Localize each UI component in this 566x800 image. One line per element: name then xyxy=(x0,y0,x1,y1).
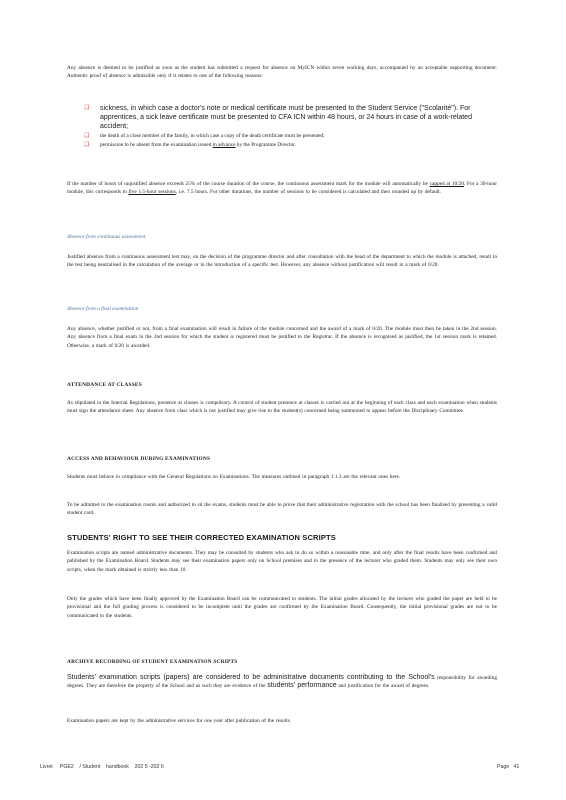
right-to-see-paragraph-1: Examination scripts are named administrative documents. They may be consulted by students who ask to do so within a reasonable time, and only after the final results have been confirmed and published by the Examination Board. Students may see their examination papers only on School premises and in the presence of the lecturer who graded them. Students may only see their own scripts, when the mark obtained is strictly less than 10. xyxy=(67,550,497,573)
footer-item: PGE2 xyxy=(59,764,74,770)
checkbox-bullet-icon: ❑ xyxy=(84,142,90,148)
threshold-paragraph xyxy=(67,180,497,197)
archive-text-end: and justification for the award of degrees. xyxy=(336,683,430,690)
absence-reasons-list xyxy=(84,104,498,149)
checkbox-bullet-icon: ❑ xyxy=(84,133,90,139)
right-to-see-paragraph-2: Only the grades which have been finally approved by the Examination Board can be communicated to students. The initial grades allocated by the lecturer who graded the paper are held to be provisional and the full grading process is considered to be incomplete until the grades are confirmed by the Examination Board. Consequently, the initial provisional grades are not to be communicated to the students. xyxy=(67,596,497,619)
list-item xyxy=(84,104,498,131)
list-item-text: permission to be absent from the examination issued xyxy=(100,142,213,148)
checkbox-bullet-icon: ❑ xyxy=(84,105,90,111)
right-to-see-heading: STUDENTS' RIGHT TO SEE THEIR CORRECTED EXAMINATION SCRIPTS xyxy=(67,533,336,542)
list-item xyxy=(84,132,498,140)
archive-emphasis: students' performance xyxy=(267,682,337,690)
archive-text: responsibility for awarding degrees. They are therefore the property of the School and as such they are evidence of the xyxy=(67,675,497,690)
page-number: 41 xyxy=(513,764,520,770)
attendance-paragraph: As stipulated in the Internal Regulations, presence at classes is compulsory. A control of student presence at classes is carried out at the beginning of each class and each examination when students must sign the attendance sheet. Any absence from class which is not justified may give rise to the student(s) concerned being summoned to appear before the Disciplinary Committee. xyxy=(67,400,497,415)
footer-left xyxy=(40,764,164,770)
footer-item: Livret xyxy=(40,764,53,770)
archive-paragraph-1 xyxy=(67,674,497,691)
final-exam-paragraph: Any absence, whether justified or not, from a final examination will result in failure of the module concerned and the award of a mark of 0/20. The module must then be taken in the 2nd session. Any absence from a final exam in the 2nd session for which the student is registered must be justified to the Registrar. If the absence is recognised as justified, the 1st session mark is retained. Otherwise, a mark of 0/20 is awarded. xyxy=(67,326,497,349)
footer-item: handbook xyxy=(106,764,129,770)
continuous-assessment-heading: Absence from continuous assessment xyxy=(67,234,146,240)
threshold-text-end: , i.e. 7.5 hours. For other durations, the number of sessions to be considered is calculated and then rounded up by default. xyxy=(175,189,441,196)
continuous-assessment-paragraph: Justified absence from a continuous assessment test may, on the decision of the programme director and after consultation with the head of the department to which the module is attached, result in the test being neutralised in the calculation of the average or in the introduction of a specific test. However, any absence without justification will result in a mark of 0/20. xyxy=(67,254,497,269)
archive-paragraph-2: Examination papers are kept by the administrative services for one year after publication of the results. xyxy=(67,718,291,724)
footer-item: / Student xyxy=(79,764,101,770)
footer-item: 202 5 -202 6 xyxy=(134,764,164,770)
underlined-text: in advance xyxy=(212,142,236,148)
threshold-text: If the number of hours of unjustified absence exceeds 25% of the course duration of the course, the continuous assessment mark for the module will automatically be xyxy=(67,181,430,187)
list-item-text-end: by the Programme Director. xyxy=(235,142,296,148)
list-item-text: the death of a close member of the family, in which case a copy of the death certificate must be presented; xyxy=(100,133,325,139)
access-paragraph-2: To be admitted to the examination rooms and authorized to sit the exams, students must be able to prove that their administrative registration with the school has been finalised by presenting a valid student card. xyxy=(67,502,497,517)
access-paragraph-1: Students must behave in compliance with the General Regulations on Examinations. The measures outlined in paragraph 1.1.3 are the relevant ones here. xyxy=(67,474,401,480)
attendance-heading: ATTENDANCE AT CLASSES xyxy=(67,382,142,388)
footer-page xyxy=(497,764,519,770)
page-label: Page xyxy=(497,764,510,770)
access-heading: ACCESS AND BEHAVIOUR DURING EXAMINATIONS xyxy=(67,456,211,462)
absence-paragraph: Any absence is deemed to be justified as soon as the student has submitted a request for absence on MyICN within seven working days, accompanied by an acceptable supporting document. Authentic proof of absence is admissible only if it relates to one of the following reasons: xyxy=(67,65,497,80)
list-item-text: sickness, in which case a doctor's note or medical certificate must be presented to the Student Service ("Scolarité"). For apprentices, a sick leave certificate must be presented to CFA ICN within 48 hours, or 24 hours in case of a work-related accident; xyxy=(100,105,472,130)
final-exam-heading: Absence from a final examination xyxy=(67,306,139,312)
capped-mark-link[interactable]: capped at 10/20 xyxy=(429,181,464,187)
list-item xyxy=(84,141,498,149)
archive-lead-text: Students' examination scripts (papers) are considered to be administrative documents contributing to the School's xyxy=(67,674,435,681)
threshold-text-middle: . For a 30-hour module, this corresponds to xyxy=(67,181,497,196)
archive-heading: ARCHIVE RECORDING OF STUDENT EXAMINATION SCRIPTS xyxy=(67,659,238,665)
sessions-link[interactable]: five 1.5-hour sessions xyxy=(128,189,176,196)
